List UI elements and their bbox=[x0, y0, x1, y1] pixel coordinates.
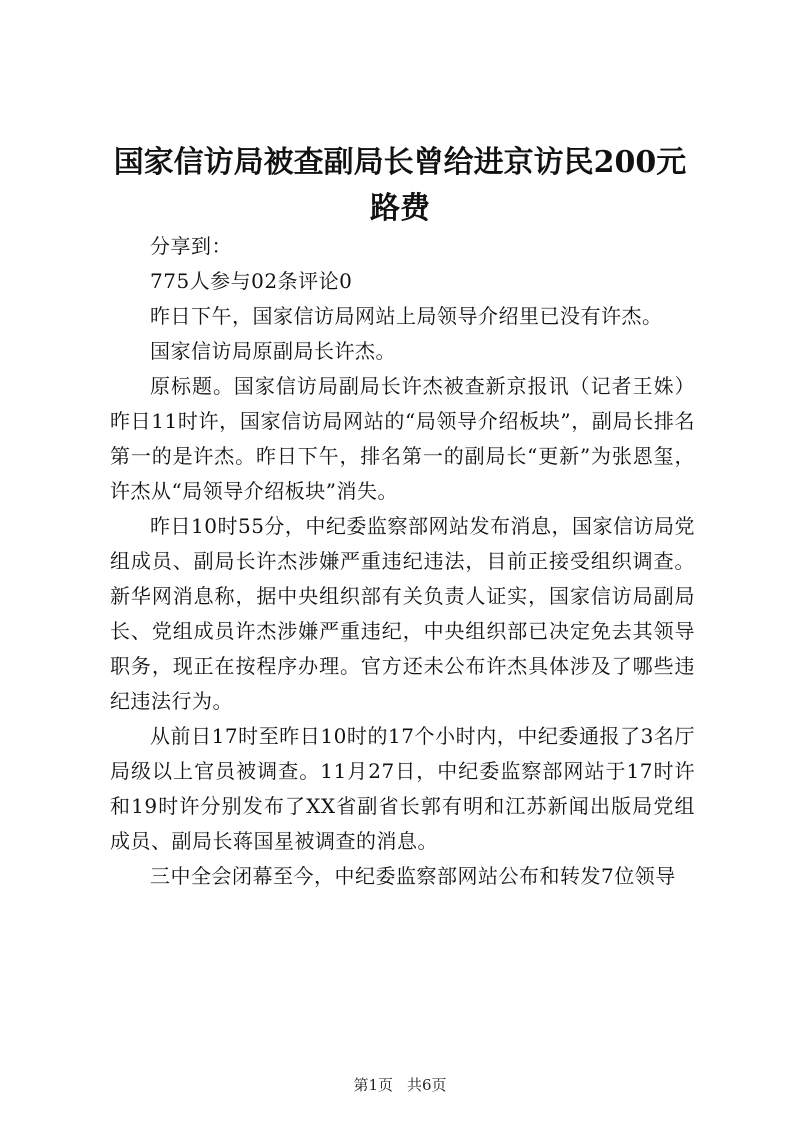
document-body bbox=[110, 229, 695, 894]
paragraph-investigations: 从前日17时至昨日10时的17个小时内，中纪委通报了3名厅局级以上官员被调查。11月27日，中纪委监察部网站于17时许和19时许分别发布了XX省副省长郭有明和江苏新闻出版局党组成员、副局长蒋国星被调查的消息。 bbox=[110, 724, 695, 853]
paragraph-participation: 775人参与02条评论0 bbox=[150, 269, 353, 293]
page-total: 共6页 bbox=[407, 1076, 447, 1094]
paragraph-announcement: 昨日10时55分，中纪委监察部网站发布消息，国家信访局党组成员、副局长许杰涉嫌严重违纪违法，目前正接受组织调查。新华网消息称，据中央组织部有关负责人证实，国家信访局副局长、党组成员许杰涉嫌严重违纪，中央组织部已决定免去其领导职务，现正在按程序办理。官方还未公布许杰具体涉及了哪些违纪违法行为。 bbox=[110, 514, 695, 713]
paragraph-intro: 昨日下午，国家信访局网站上局领导介绍里已没有许杰。 bbox=[150, 304, 663, 328]
paragraph-original-title: 原标题。国家信访局副局长许杰被查新京报讯（记者王姝）昨日11时许，国家信访局网站的“局领导介绍板块”，副局长排名第一的是许杰。昨日下午，排名第一的副局长“更新”为张恩玺，许杰从“局领导介绍板块”消失。 bbox=[110, 374, 695, 503]
paragraph-share: 分享到： bbox=[150, 234, 232, 258]
page-number: 第1页 bbox=[353, 1076, 393, 1094]
paragraph-caption: 国家信访局原副局长许杰。 bbox=[150, 339, 396, 363]
page-footer bbox=[0, 1075, 800, 1095]
document-title: 国家信访局被查副局长曾给进京访民200元路费 bbox=[113, 145, 687, 226]
paragraph-plenum: 三中全会闭幕至今，中纪委监察部网站公布和转发7位领导 bbox=[150, 864, 676, 888]
